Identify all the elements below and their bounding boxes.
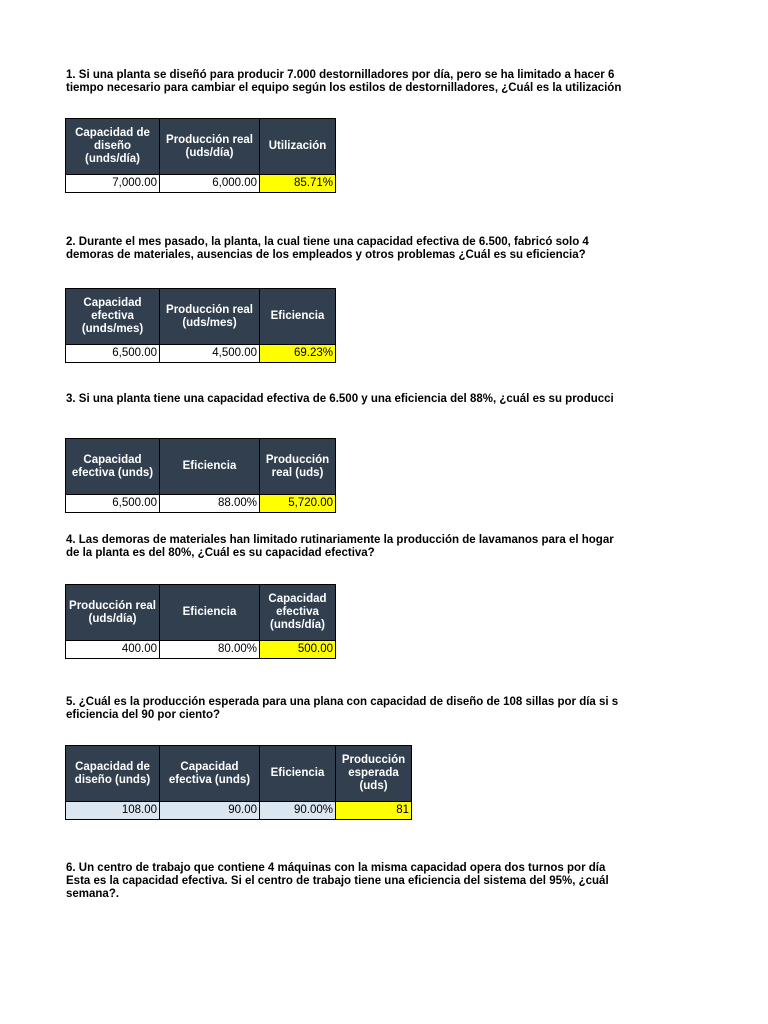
header-cell: Producción real (uds/mes) — [160, 289, 260, 345]
header-cell: Eficiencia — [260, 746, 336, 802]
cell[interactable]: 7,000.00 — [66, 175, 160, 193]
question-line: eficiencia del 90 por ciento? — [66, 709, 221, 721]
question-3-text — [66, 393, 640, 406]
table-expected-production — [65, 745, 412, 820]
header-cell: Capacidad efectiva (unds) — [66, 439, 160, 495]
header-row — [66, 585, 336, 641]
header-cell: Producción real (uds/día) — [160, 119, 260, 175]
cell[interactable]: 6,000.00 — [160, 175, 260, 193]
header-cell: Eficiencia — [160, 439, 260, 495]
question-line: 4. Las demoras de materiales han limitado rutinariamente la producción de lavamanos para el hogar — [66, 534, 614, 546]
header-cell: Capacidad de diseño (unds) — [66, 746, 160, 802]
question-line: semana?. — [66, 888, 120, 900]
cell[interactable]: 88.00% — [160, 495, 260, 513]
table-real-production — [65, 438, 336, 513]
cell[interactable]: 90.00 — [160, 802, 260, 820]
question-line: 5. ¿Cuál es la producción esperada para una plana con capacidad de diseño de 108 sillas por día si s — [66, 696, 619, 708]
header-row — [66, 119, 336, 175]
question-line: 1. Si una planta se diseñó para producir 7.000 destornilladores por día, pero se ha limitado a hacer 6 — [66, 69, 615, 81]
cell[interactable]: 108.00 — [66, 802, 160, 820]
header-cell: Utilización — [260, 119, 336, 175]
table-row — [66, 802, 412, 820]
cell[interactable]: 6,500.00 — [66, 495, 160, 513]
table-efficiency — [65, 288, 336, 363]
question-line: 2. Durante el mes pasado, la planta, la cual tiene una capacidad efectiva de 6.500, fabricó solo 4 — [66, 236, 589, 248]
result-cell[interactable]: 5,720.00 — [260, 495, 336, 513]
question-6-text — [66, 862, 640, 901]
question-line: 3. Si una planta tiene una capacidad efectiva de 6.500 y una eficiencia del 88%, ¿cuál es su producci — [66, 393, 614, 405]
cell[interactable]: 400.00 — [66, 641, 160, 659]
result-cell[interactable]: 81 — [336, 802, 412, 820]
result-cell[interactable]: 500.00 — [260, 641, 336, 659]
table-effective-capacity — [65, 584, 336, 659]
result-cell[interactable]: 85.71% — [260, 175, 336, 193]
cell[interactable]: 80.00% — [160, 641, 260, 659]
header-row — [66, 746, 412, 802]
cell[interactable]: 4,500.00 — [160, 345, 260, 363]
table-row — [66, 495, 336, 513]
question-1-text — [66, 69, 640, 95]
question-2-text — [66, 236, 640, 262]
header-cell: Eficiencia — [260, 289, 336, 345]
table-utilization — [65, 118, 336, 193]
header-row — [66, 439, 336, 495]
cell[interactable]: 90.00% — [260, 802, 336, 820]
question-5-text — [66, 696, 640, 722]
header-cell: Capacidad efectiva (unds/día) — [260, 585, 336, 641]
question-line: tiempo necesario para cambiar el equipo según los estilos de destornilladores, ¿Cuál es la utilización — [66, 82, 622, 94]
header-cell: Producción esperada (uds) — [336, 746, 412, 802]
question-line: de la planta es del 80%, ¿Cuál es su capacidad efectiva? — [66, 547, 375, 559]
cell[interactable]: 6,500.00 — [66, 345, 160, 363]
header-row — [66, 289, 336, 345]
header-cell: Producción real (uds/día) — [66, 585, 160, 641]
table-row — [66, 175, 336, 193]
header-cell: Capacidad de diseño (unds/día) — [66, 119, 160, 175]
header-cell: Capacidad efectiva (unds) — [160, 746, 260, 802]
table-row — [66, 345, 336, 363]
header-cell: Eficiencia — [160, 585, 260, 641]
table-row — [66, 641, 336, 659]
question-line: Esta es la capacidad efectiva. Si el centro de trabajo tiene una eficiencia del sistema del 95%, ¿cuál — [66, 875, 609, 887]
question-4-text — [66, 534, 640, 560]
result-cell[interactable]: 69.23% — [260, 345, 336, 363]
question-line: demoras de materiales, ausencias de los empleados y otros problemas ¿Cuál es su eficiencia? — [66, 249, 586, 261]
header-cell: Capacidad efectiva (unds/mes) — [66, 289, 160, 345]
header-cell: Producción real (uds) — [260, 439, 336, 495]
question-line: 6. Un centro de trabajo que contiene 4 máquinas con la misma capacidad opera dos turnos por día — [66, 862, 606, 874]
